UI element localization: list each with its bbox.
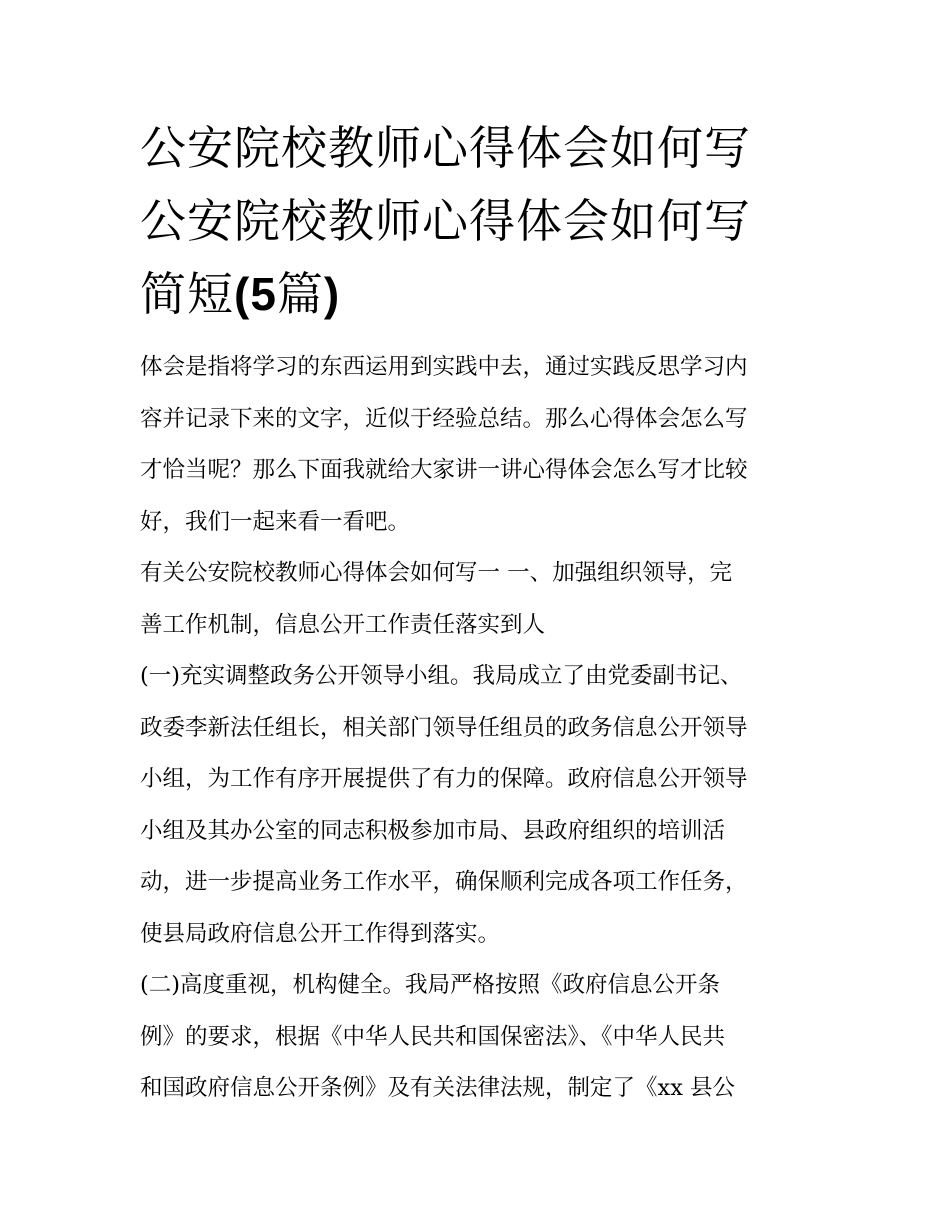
paragraph-item-2 (140, 960, 812, 1115)
paragraph-line: 例》的要求，根据《中华人民共和国保密法》、《中华人民共 (140, 1023, 726, 1050)
title-line-1: 公安院校教师心得体会如何写 (140, 121, 751, 175)
title-line-3-close: ) (323, 268, 341, 320)
paragraph-line: 使县局政府信息公开工作得到落实。 (140, 920, 501, 947)
paragraph-line: 善工作机制，信息公开工作责任落实到人 (140, 611, 546, 638)
paragraph-item-1 (140, 651, 812, 960)
paragraph-line: 好，我们一起来看一看吧。 (140, 508, 411, 535)
paragraph-line: 小组及其办公室的同志积极参加市局、县政府组织的培训活 (140, 817, 726, 844)
title-line-3-text: 简短 (140, 267, 234, 321)
title-line-3-unit: 篇 (276, 267, 324, 321)
paragraph-line: 有关公安院校教师心得体会如何写一 一、加强组织领导，完 (140, 560, 733, 586)
paragraph-line: 和国政府信息公开条例》及有关法律法规，制定了《xx 县公 (140, 1075, 736, 1101)
paragraph-line: (一)充实调整政务公开领导小组。我局成立了由党委副书记、 (140, 663, 743, 689)
paragraph-section-heading (140, 548, 812, 651)
paragraph-line: 动，进一步提高业务工作水平，确保顺利完成各项工作任务， (140, 869, 748, 895)
document-body (140, 112, 812, 1115)
paragraph-line: 才恰当呢？那么下面我就给大家讲一讲心得体会怎么写才比较 (140, 457, 748, 483)
document-title (140, 112, 812, 331)
paragraph-line: 政委李新法任组长，相关部门领导任组员的政务信息公开领导 (140, 714, 748, 741)
paragraph-line: 体会是指将学习的东西运用到实践中去，通过实践反思学习内 (140, 354, 748, 380)
paragraph-intro (140, 342, 812, 548)
paragraph-line: 小组，为工作有序开展提供了有力的保障。政府信息公开领导 (140, 766, 748, 792)
paragraph-line: (二)高度重视，机构健全。我局严格按照《政府信息公开条 (140, 972, 721, 998)
title-line-2: 公安院校教师心得体会如何写 (140, 194, 751, 248)
paragraph-line: 容并记录下来的文字，近似于经验总结。那么心得体会怎么写 (140, 405, 748, 432)
title-line-3 (140, 258, 812, 331)
title-line-3-count: (5 (234, 268, 277, 320)
